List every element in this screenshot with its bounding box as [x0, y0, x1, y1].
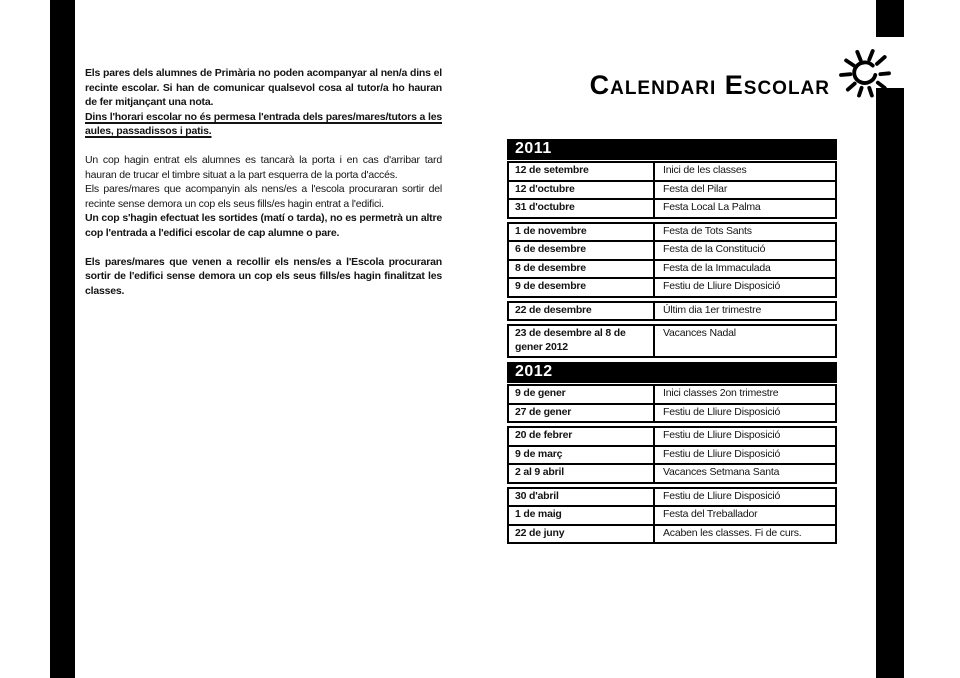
event-cell: Festa Local La Palma	[663, 201, 761, 213]
notice-paragraph-2	[85, 153, 442, 241]
sun-icon	[835, 45, 895, 105]
table-row	[509, 403, 835, 422]
table-row	[509, 180, 835, 199]
notice-p1-underlined: Dins l'horari escolar no és permesa l'entrada dels pares/mares/tutors a les aules, passadissos i patis.	[85, 110, 442, 138]
table-row	[509, 463, 835, 482]
notice-p3-bold: Els pares/mares que venen a recollir els nens/es a l'Escola procuraran sortir de l'edifici sense demora un cop els seus fills/es hagin finalitzat les classes.	[85, 255, 442, 297]
notice-p1-bold: Els pares dels alumnes de Primària no poden acompanyar al nen/a dins el recinte escolar. Si han de comunicar qualsevol cosa al tutor/a ho hauran de fer mitjançant una nota.	[85, 67, 442, 109]
table-row	[509, 240, 835, 259]
event-cell: Festa de la Constitució	[663, 243, 766, 255]
page-title: Calendari Escolar	[589, 70, 830, 100]
table-row	[509, 428, 835, 445]
table-row	[509, 524, 835, 543]
date-cell: 27 de gener	[509, 405, 655, 422]
event-cell: Festiu de Lliure Disposició	[663, 489, 781, 502]
date-cell: 22 de desembre	[509, 303, 655, 320]
date-cell: 31 d'octubre	[509, 200, 655, 217]
calendar-group	[507, 384, 837, 423]
event-cell: Vacances Nadal	[663, 327, 736, 339]
event-cell: Inici de les classes	[663, 164, 747, 176]
date-cell: 30 d'abril	[509, 489, 655, 506]
calendar-group	[507, 487, 837, 545]
date-cell: 9 de març	[509, 447, 655, 464]
date-cell: 1 de novembre	[509, 224, 655, 241]
school-calendar-table	[507, 139, 837, 544]
table-row	[509, 277, 835, 296]
date-cell: 23 de desembre al 8 de gener 2012	[509, 326, 655, 356]
event-cell: Festiu de Lliure Disposició	[663, 429, 781, 441]
event-cell: Festa de Tots Sants	[663, 224, 752, 237]
table-row	[509, 445, 835, 464]
notice-p2-line1: Un cop hagin entrat els alumnes es tancarà la porta i en cas d'arribar tard hauran de trucar el timbre situat a la part esquerra de la porta d'accés.	[85, 153, 442, 181]
event-cell: Acaben les classes. Fi de curs.	[663, 526, 802, 539]
notice-text-block	[85, 66, 442, 312]
notice-p2-line2: Els pares/mares que acompanyin als nens/es a l'escola procuraran sortir del recinte sense demora un cop els seus fills/es hagin entrat a l'edifici.	[85, 183, 442, 210]
event-cell: Festiu de Lliure Disposició	[663, 447, 781, 460]
date-cell: 1 de maig	[509, 507, 655, 524]
date-cell: 2 al 9 abril	[509, 465, 655, 482]
date-cell: 9 de desembre	[509, 279, 655, 296]
date-cell: 9 de gener	[509, 386, 655, 403]
calendar-group	[507, 426, 837, 484]
table-row	[509, 505, 835, 524]
event-cell: Últim dia 1er trimestre	[663, 303, 762, 316]
notice-p2-bold: Un cop s'hagin efectuat les sortides (matí o tarda), no es permetrà un altre cop l'entrada a l'edifici escolar de cap alumne o pare.	[85, 212, 442, 239]
table-row	[509, 224, 835, 241]
event-cell: Vacances Setmana Santa	[663, 466, 780, 478]
event-cell: Festa del Pilar	[663, 182, 728, 195]
date-cell: 22 de juny	[509, 526, 655, 543]
page-gutter-left	[50, 0, 75, 678]
table-row	[509, 259, 835, 278]
table-row	[509, 386, 835, 403]
notice-paragraph-3	[85, 255, 442, 299]
calendar-group	[507, 324, 837, 358]
event-cell: Festa de la Immaculada	[663, 261, 771, 274]
page-gutter-right-bottom	[876, 88, 904, 678]
date-cell: 12 d'octubre	[509, 182, 655, 199]
calendar-group	[507, 161, 837, 219]
date-cell: 12 de setembre	[509, 163, 655, 180]
table-row	[509, 303, 835, 320]
event-cell: Inici classes 2on trimestre	[663, 387, 779, 399]
year-header-2011: 2011	[507, 139, 837, 160]
date-cell: 6 de desembre	[509, 242, 655, 259]
event-cell: Festiu de Lliure Disposició	[663, 280, 781, 292]
event-cell: Festiu de Lliure Disposició	[663, 405, 781, 418]
calendar-group	[507, 301, 837, 322]
event-cell: Festa del Treballador	[663, 508, 758, 520]
year-header-2012: 2012	[507, 362, 837, 383]
date-cell: 20 de febrer	[509, 428, 655, 445]
date-cell: 8 de desembre	[509, 261, 655, 278]
notice-paragraph-1	[85, 66, 442, 139]
table-row	[509, 326, 835, 356]
table-row	[509, 163, 835, 180]
page-gutter-right-top	[876, 0, 904, 37]
calendar-group	[507, 222, 837, 298]
table-row	[509, 198, 835, 217]
table-row	[509, 489, 835, 506]
